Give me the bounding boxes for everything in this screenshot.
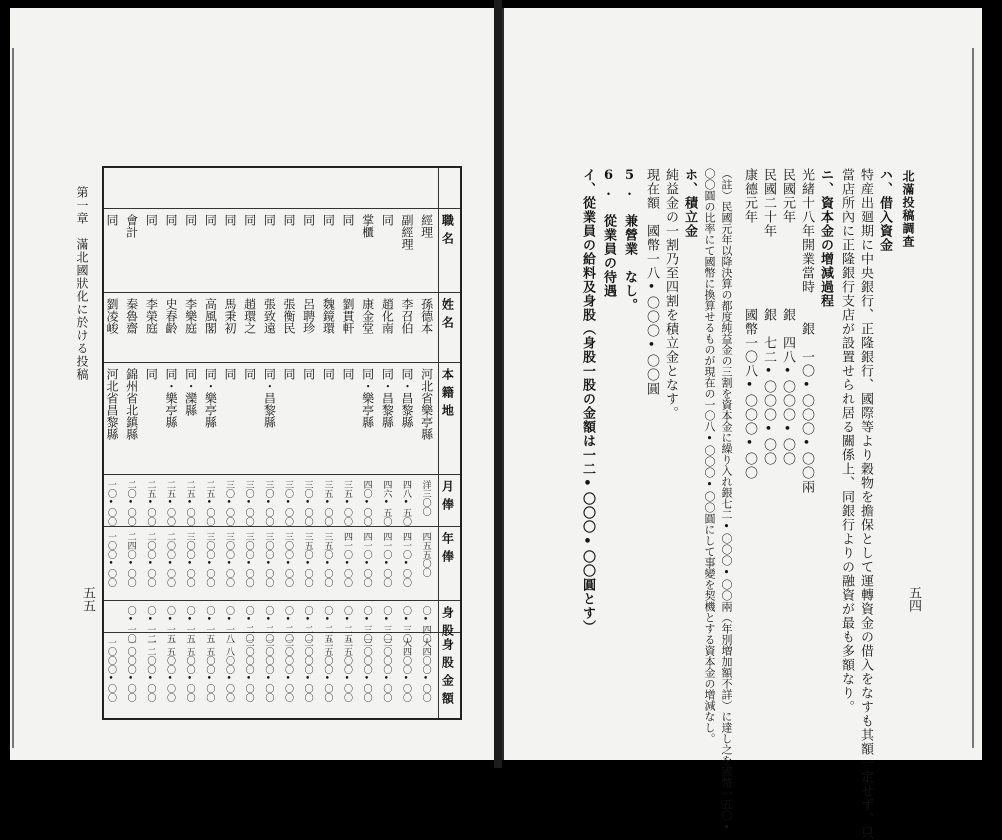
table-cell-annual: 四一〇•〇〇	[381, 532, 392, 587]
table-cell-title: 同	[104, 214, 119, 226]
table-cell-amount: 二〇〇〇•〇〇	[243, 638, 254, 702]
table-cell-origin: 同・樂亭縣	[203, 368, 218, 428]
text-column: 5. 兼營業 なし。	[622, 168, 637, 312]
table-cell-annual: 四一〇•〇〇	[361, 532, 372, 587]
table-cell-origin: 同	[341, 368, 355, 380]
text-column: 當店所內に正隆銀行支店が設置せられ居る關係上、同銀行よりの融資が最も多額なり。	[839, 168, 854, 714]
book-binding	[494, 0, 502, 768]
table-cell-name: 馬秉初	[223, 298, 237, 334]
table-cell-amount: 三〇〇〇•〇〇	[361, 638, 372, 702]
table-cell-title: 會計	[124, 214, 139, 238]
table-cell-origin: 同	[242, 368, 257, 380]
staff-table	[102, 166, 462, 720]
table-cell-origin: 同・樂亭縣	[360, 368, 375, 428]
table-cell-origin: 同	[144, 368, 159, 380]
table-cell-amount: 大四〇〇•〇〇	[401, 638, 411, 702]
table-rule	[438, 168, 439, 718]
text-column: （註）民國元年以降決算の都度純益金の三割を資本金に繰り入れ銀七二•〇〇〇•〇〇兩（年別増加額不詳）に達し之を國幣一五〇•	[720, 168, 733, 834]
table-cell-annual: 三〇〇•〇〇	[243, 532, 254, 587]
table-cell-name: 趙環之	[242, 298, 257, 334]
page-number-left: 五五	[80, 586, 95, 612]
table-cell-shares: 〇•三〇	[401, 606, 411, 643]
table-cell-monthly: 三五•〇〇	[322, 480, 333, 526]
table-cell-monthly: 一〇•〇〇	[105, 480, 116, 526]
table-cell-title: 同	[164, 214, 178, 226]
text-column: ハ、借入資金	[877, 168, 892, 252]
table-cell-name: 李樂庭	[183, 298, 198, 334]
table-cell-name: 孫德本	[419, 298, 434, 334]
table-cell-annual: 四一〇•〇〇	[342, 532, 352, 587]
table-header-cell: 月俸	[440, 480, 455, 516]
text-column: 〇〇圓の比率にて國幣に換算せるものが現在の一〇八•〇〇〇•〇〇圓にして事變を契機とする資本金の增減なし。	[703, 168, 716, 744]
table-cell-shares: 〇•三〇	[361, 606, 372, 643]
table-cell-amount: 二〇〇〇•〇〇	[302, 638, 313, 702]
table-cell-title: 同	[144, 214, 159, 226]
table-cell-name: 張衡民	[282, 298, 296, 334]
table-cell-title: 副經理	[400, 214, 414, 250]
table-cell-name: 李榮庭	[144, 298, 159, 334]
text-column: ホ、積立金	[682, 168, 697, 238]
table-cell-monthly: 四八•五〇	[401, 480, 411, 526]
table-cell-origin: 同・樂亭縣	[164, 368, 178, 428]
table-cell-shares: 〇•二〇	[263, 606, 274, 643]
table-rule	[104, 292, 460, 293]
table-cell-name: 康金堂	[360, 298, 375, 334]
table-header-cell: 身股	[440, 606, 455, 642]
table-cell-name: 劉貫軒	[341, 298, 355, 334]
text-column: 6. 從業員の待遇	[601, 168, 616, 298]
table-cell-name: 李召伯	[400, 298, 414, 334]
table-cell-amount: 一〇〇〇•〇〇	[105, 638, 116, 702]
table-cell-title: 同	[341, 214, 355, 226]
table-header-cell: 本籍地	[440, 368, 455, 422]
table-cell-name: 趙化南	[380, 298, 395, 334]
table-cell-origin: 同・昌黎縣	[262, 368, 277, 428]
table-header-cell: 年俸	[440, 532, 455, 568]
table-cell-monthly: 洋三〇〇	[420, 480, 431, 516]
table-cell-shares: 〇•一八	[224, 606, 234, 643]
left-page	[10, 8, 497, 760]
text-column: ニ、資本金の增減過程	[818, 168, 833, 308]
table-cell-origin: 同	[282, 368, 296, 380]
table-cell-origin: 同	[223, 368, 237, 380]
table-rule	[104, 600, 460, 601]
table-cell-amount: 一二〇〇•〇〇	[145, 638, 156, 702]
table-cell-title: 同	[282, 214, 296, 226]
table-cell-monthly: 三〇•〇〇	[263, 480, 274, 526]
table-cell-amount: 一五〇〇•〇〇	[184, 638, 195, 702]
table-cell-title: 經理	[419, 214, 434, 238]
table-cell-origin: 同	[301, 368, 316, 380]
chapter-title: 第一章 滿北國狀化に於ける投稿	[75, 186, 89, 381]
table-cell-amount: 二〇〇〇•〇〇	[263, 638, 274, 702]
table-cell-origin: 同・昌黎縣	[400, 368, 414, 428]
table-cell-monthly: 二五•〇〇	[204, 480, 215, 526]
table-cell-origin: 同・昌黎縣	[380, 368, 395, 428]
table-cell-annual: 三五〇•〇〇	[302, 532, 313, 587]
text-column: イ、從業員の給料及身股（身股一股の金額は一二•〇〇〇•〇〇圓とす）	[580, 168, 595, 634]
table-cell-origin: 錦州省北鎮縣	[124, 368, 139, 440]
table-cell-title: 同	[262, 214, 277, 226]
table-cell-shares: 〇•四〇	[420, 606, 431, 643]
table-cell-amount: 二五〇〇•〇〇	[322, 638, 333, 702]
table-cell-title: 同	[301, 214, 316, 226]
table-cell-title: 掌櫃	[360, 214, 375, 238]
table-cell-annual: 三五〇•〇〇	[322, 532, 333, 587]
table-cell-shares: 〇•二五	[342, 606, 352, 643]
page-edge	[972, 48, 974, 748]
table-cell-annual: 三〇〇•〇〇	[184, 532, 195, 587]
table-cell-shares: 〇•一二	[145, 606, 156, 643]
table-cell-amount: 二五〇〇•〇〇	[342, 638, 352, 702]
table-cell-name: 呂聘珍	[301, 298, 316, 334]
table-cell-shares: 〇•二〇	[243, 606, 254, 643]
text-column: 民國二十年 銀 七二•〇〇〇•〇〇	[761, 168, 776, 466]
table-rule	[104, 526, 460, 527]
table-cell-annual: 四一〇•〇〇	[401, 532, 411, 587]
text-column: 現在額 國幣一八•〇〇〇•〇〇圓	[644, 168, 659, 396]
table-cell-name: 高風閣	[203, 298, 218, 334]
table-cell-shares: 〇•二五	[322, 606, 333, 643]
table-cell-amount: 一八〇〇•〇〇	[224, 638, 234, 702]
table-header-cell: 姓名	[440, 298, 455, 334]
table-cell-title: 同	[380, 214, 395, 226]
table-cell-title: 同	[223, 214, 237, 226]
table-cell-amount: 一五〇〇•〇〇	[165, 638, 175, 702]
table-cell-amount: 大四〇〇•〇〇	[420, 638, 431, 702]
table-header-cell: 身股金額	[440, 638, 455, 710]
table-cell-annual: 二〇〇•〇〇	[165, 532, 175, 587]
table-cell-monthly: 四六•五〇	[381, 480, 392, 526]
table-cell-name: 魏鏡環	[321, 298, 336, 334]
table-cell-origin: 河北省樂亭縣	[419, 368, 434, 440]
text-column: 特産出廻期に中央銀行、正隆銀行、國際等より穀物を擔保として運轉資金の借入をなすも其額一定せず、只	[858, 168, 873, 840]
table-cell-title: 同	[242, 214, 257, 226]
text-column: 光緒十八年開業當時 銀 一〇•〇〇〇•〇〇兩	[799, 168, 814, 494]
table-cell-annual: 二四〇•〇〇	[125, 532, 136, 587]
table-cell-shares: 〇•一五	[184, 606, 195, 643]
table-cell-amount: 三〇〇〇•〇〇	[381, 638, 392, 702]
running-header: 北滿投稿調査	[901, 170, 915, 248]
table-cell-origin: 河北省昌黎縣	[104, 368, 119, 440]
text-column: 純益金の一割乃至四割を積立金となす。	[663, 168, 678, 420]
text-column: 民國元年 銀 四八•〇〇〇•〇〇	[780, 168, 795, 466]
table-cell-monthly: 三五•〇〇	[342, 480, 352, 526]
table-cell-amount: 一五〇〇•〇〇	[204, 638, 215, 702]
table-cell-monthly: 三〇•〇〇	[243, 480, 254, 526]
table-rule	[104, 362, 460, 363]
table-cell-name: 秦魯齋	[124, 298, 139, 334]
table-cell-title: 同	[203, 214, 218, 226]
table-cell-monthly: 三〇•〇〇	[224, 480, 234, 526]
table-cell-shares: 〇•二〇	[302, 606, 313, 643]
table-cell-annual: 一〇〇•〇〇	[105, 532, 116, 587]
table-cell-name: 史春齡	[164, 298, 178, 334]
table-cell-name: 劉凌峻	[104, 298, 119, 334]
table-cell-amount: 二〇〇〇•〇〇	[283, 638, 293, 702]
text-column: 康德元年 國幣一〇八•〇〇〇•〇〇	[742, 168, 757, 480]
table-cell-annual: 三〇〇•〇〇	[204, 532, 215, 587]
table-cell-monthly: 二五•〇〇	[165, 480, 175, 526]
table-cell-name: 張致遠	[262, 298, 277, 334]
table-header-cell: 職名	[440, 214, 455, 250]
table-rule	[104, 208, 460, 209]
table-cell-annual: 四五五〇〇	[420, 532, 431, 577]
table-cell-annual: 三〇〇•〇〇	[263, 532, 274, 587]
table-cell-annual: 三〇〇•〇〇	[283, 532, 293, 587]
table-cell-monthly: 三〇•〇〇	[283, 480, 293, 526]
table-cell-amount: 一〇〇〇•〇〇	[125, 638, 136, 702]
table-cell-shares: 〇•一〇	[125, 606, 136, 643]
table-cell-shares: 〇•三〇	[381, 606, 392, 643]
table-cell-shares: 〇•一五	[165, 606, 175, 643]
table-cell-shares: 〇•一五	[204, 606, 215, 643]
table-cell-title: 同	[321, 214, 336, 226]
page-edge	[12, 48, 14, 748]
table-cell-origin: 同	[321, 368, 336, 380]
table-cell-shares: 〇•二〇	[283, 606, 293, 643]
table-cell-annual: 二〇〇•〇〇	[145, 532, 156, 587]
table-cell-monthly: 三〇•〇〇	[302, 480, 313, 526]
table-cell-monthly: 二〇•〇〇	[125, 480, 136, 526]
right-page	[502, 8, 982, 840]
table-cell-monthly: 四〇•〇〇	[361, 480, 372, 526]
table-cell-monthly: 二五•〇〇	[145, 480, 156, 526]
table-cell-monthly: 二五•〇〇	[184, 480, 195, 526]
page-number-right: 五四	[906, 586, 921, 612]
table-rule	[104, 474, 460, 475]
table-cell-origin: 同・灤縣	[183, 368, 198, 416]
table-cell-title: 同	[183, 214, 198, 226]
table-cell-annual: 三〇〇•〇〇	[224, 532, 234, 587]
